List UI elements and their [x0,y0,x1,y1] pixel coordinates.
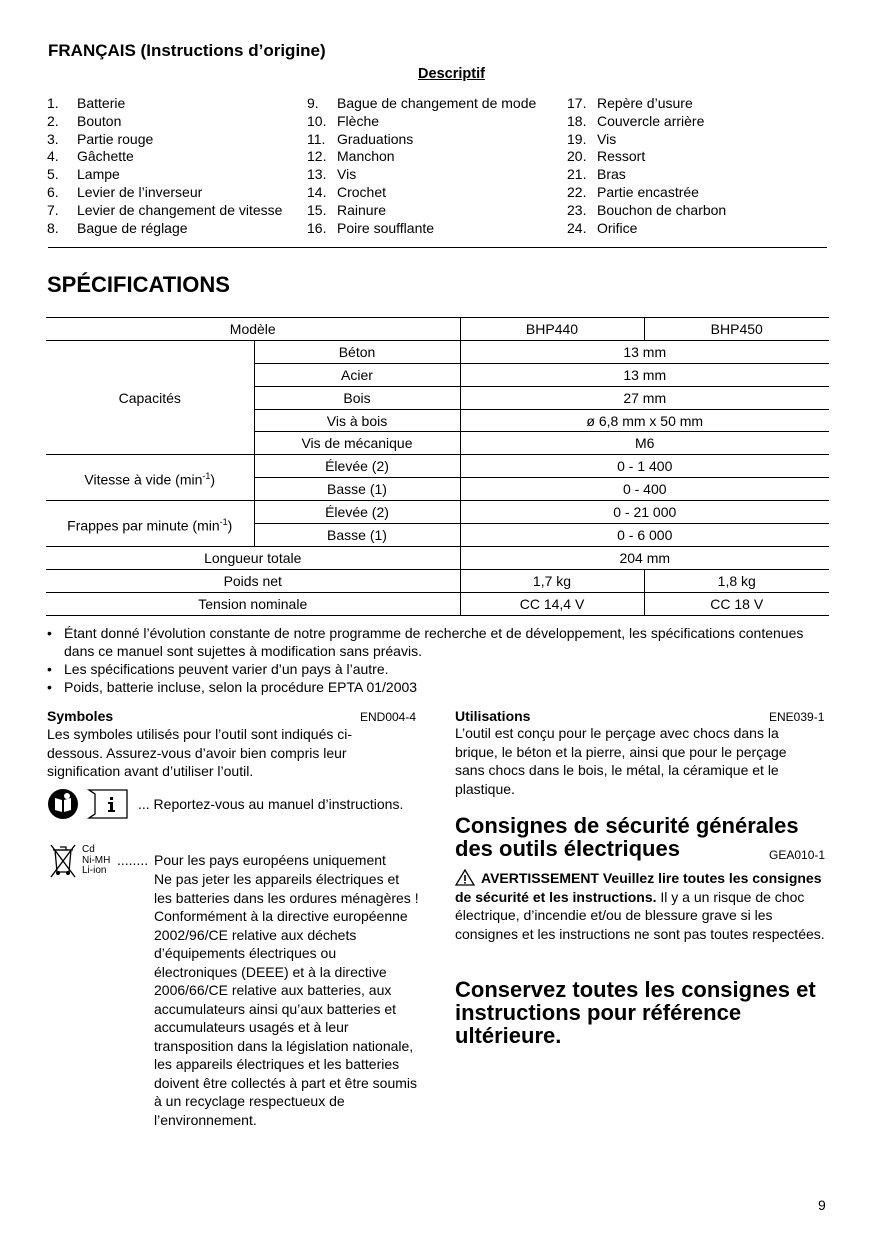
list-item: 1. Batterie [47,95,126,111]
consignes-code: GEA010-1 [769,848,826,862]
list-item: 15. Rainure [307,201,387,218]
parts-list-col2 [307,94,536,236]
list-item: 21. Bras [567,166,626,183]
table-row: Longueur totale 204 mm [46,546,829,569]
table-row: Acier 13 mm [46,363,829,386]
parts-list-col1 [47,94,282,236]
symboles-code: END004-4 [360,710,417,724]
table-row: Vis de mécanique M6 [46,432,829,455]
symboles-intro: Les symboles utilisés pour l’outil sont indiqués ci-dessous. Assurez-vous d’avoir bien compris leur signification avant d’utiliser l’outil. [47,726,353,779]
note-item: • Poids, batterie incluse, selon la procédure EPTA 01/2003 [47,679,418,695]
list-item: 20. Ressort [567,148,646,165]
list-item: 3. Partie rouge [47,130,154,147]
list-item: 12. Manchon [307,148,395,165]
list-item: 4. Gâchette [47,148,134,165]
manual-symbol-text: ... Reportez-vous au manuel d’instructions. [138,796,404,812]
eu-dots: ........ [117,852,149,868]
eu-only-text: Pour les pays européens uniquement [154,852,386,868]
parts-list-col3 [567,94,726,236]
list-item: 24. Orifice [567,219,638,236]
symboles-title: Symboles [47,708,114,724]
page-number: 9 [818,1197,826,1213]
table-row: Bois 27 mm [46,386,829,409]
table-row: Modèle BHP440 BHP450 [46,318,829,341]
table-row: Basse (1) 0 - 6 000 [46,524,829,547]
battery-chemistry-labels: Cd Ni-MH Li-ion [82,844,111,876]
warning-paragraph: AVERTISSEMENT Veuillez lire toutes les consignes de sécurité et les instructions. Il y a un risque de choc électrique, d’incendie et/ou de blessure grave si les consignes et les instructions ne sont pas toutes respectées. [455,870,825,942]
list-item: 10. Flèche [307,112,380,129]
table-row: Poids net 1,7 kg 1,8 kg [46,569,829,592]
list-item: 9. Bague de changement de mode [307,95,537,111]
eu-disposal-text: Ne pas jeter les appareils électriques et les batteries dans les ordures ménagères ! Conformément à la directive européenne 2002/96/CE relative aux déchets d’équipements électriques ou électroniques (DEEE) et à la directive 2006/66/CE relative aux batteries, aux accumulateurs ainsi qu’aux batteries et accumulateurs usagés et à leur transposition dans la législation nationale, les appareils électriques et les batteries doivent être collectés à part et être soumis à un recyclage respectueux de l’environnement. [154,871,419,1128]
list-item: 19. Vis [567,130,617,147]
consignes-title: Consignes de sécurité générales des outils électriques [455,813,799,861]
table-row: Vis à bois ø 6,8 mm x 50 mm [46,409,829,432]
list-item: 16. Poire soufflante [307,219,435,236]
list-item: 22. Partie encastrée [567,183,699,200]
frappes-label: Frappes par minute $(\min^{-1})$ [46,501,254,547]
vitesse-label: Vitesse à vide $(\min^{-1})$ [46,455,254,501]
table-row: Capacités Béton 13 mm [46,340,829,363]
list-item: 11. Graduations [307,130,414,147]
utilisations-text: L’outil est conçu pour le perçage avec chocs dans la brique, le béton et la pierre, ainsi que pour le perçage sans chocs dans le bois, le métal, la céramique et le plastique. [455,725,787,797]
list-item: 5. Lampe [47,166,120,183]
table-row: Frappes par minute $(\min^{-1})$ Élevée (2) 0 - 21 000 [46,501,829,524]
crossed-bin-icon [48,842,78,878]
table-row: Basse (1) 0 - 400 [46,478,829,501]
note-item: • Les spécifications peuvent varier d’un pays à l’autre. [47,661,389,677]
note-item: • Étant donné l’évolution constante de notre programme de recherche et de développement, les spécifications contenues dans ce manuel sont sujettes à modification sans préavis. [47,625,804,659]
descriptif-title: Descriptif [418,66,485,82]
specifications-table [46,317,829,616]
utilisations-title: Utilisations [455,708,531,724]
table-row: Vitesse à vide $(\min^{-1})$ Élevée (2) 0 - 1 400 [46,455,829,478]
list-item: 6. Levier de l’inverseur [47,183,203,200]
list-item: 8. Bague de réglage [47,219,188,236]
list-item: 17. Repère d’usure [567,95,693,111]
list-item: 2. Bouton [47,112,122,129]
list-item: 13. Vis [307,166,357,183]
list-item: 23. Bouchon de charbon [567,201,727,218]
list-item: 7. Levier de changement de vitesse [47,201,283,218]
conservez-title: Conservez toutes les consignes et instructions pour référence ultérieure. [455,977,816,1048]
list-item: 18. Couvercle arrière [567,112,705,129]
utilisations-code: ENE039-1 [769,710,825,724]
spec-notes [47,624,827,696]
language-heading: FRANÇAIS (Instructions d’origine) [48,41,326,60]
table-row: Tension nominale CC 14,4 V CC 18 V [46,592,829,615]
list-item: 14. Crochet [307,183,387,200]
specifications-title: SPÉCIFICATIONS [47,272,230,297]
read-manual-icon [47,788,133,822]
section-divider [48,247,827,248]
